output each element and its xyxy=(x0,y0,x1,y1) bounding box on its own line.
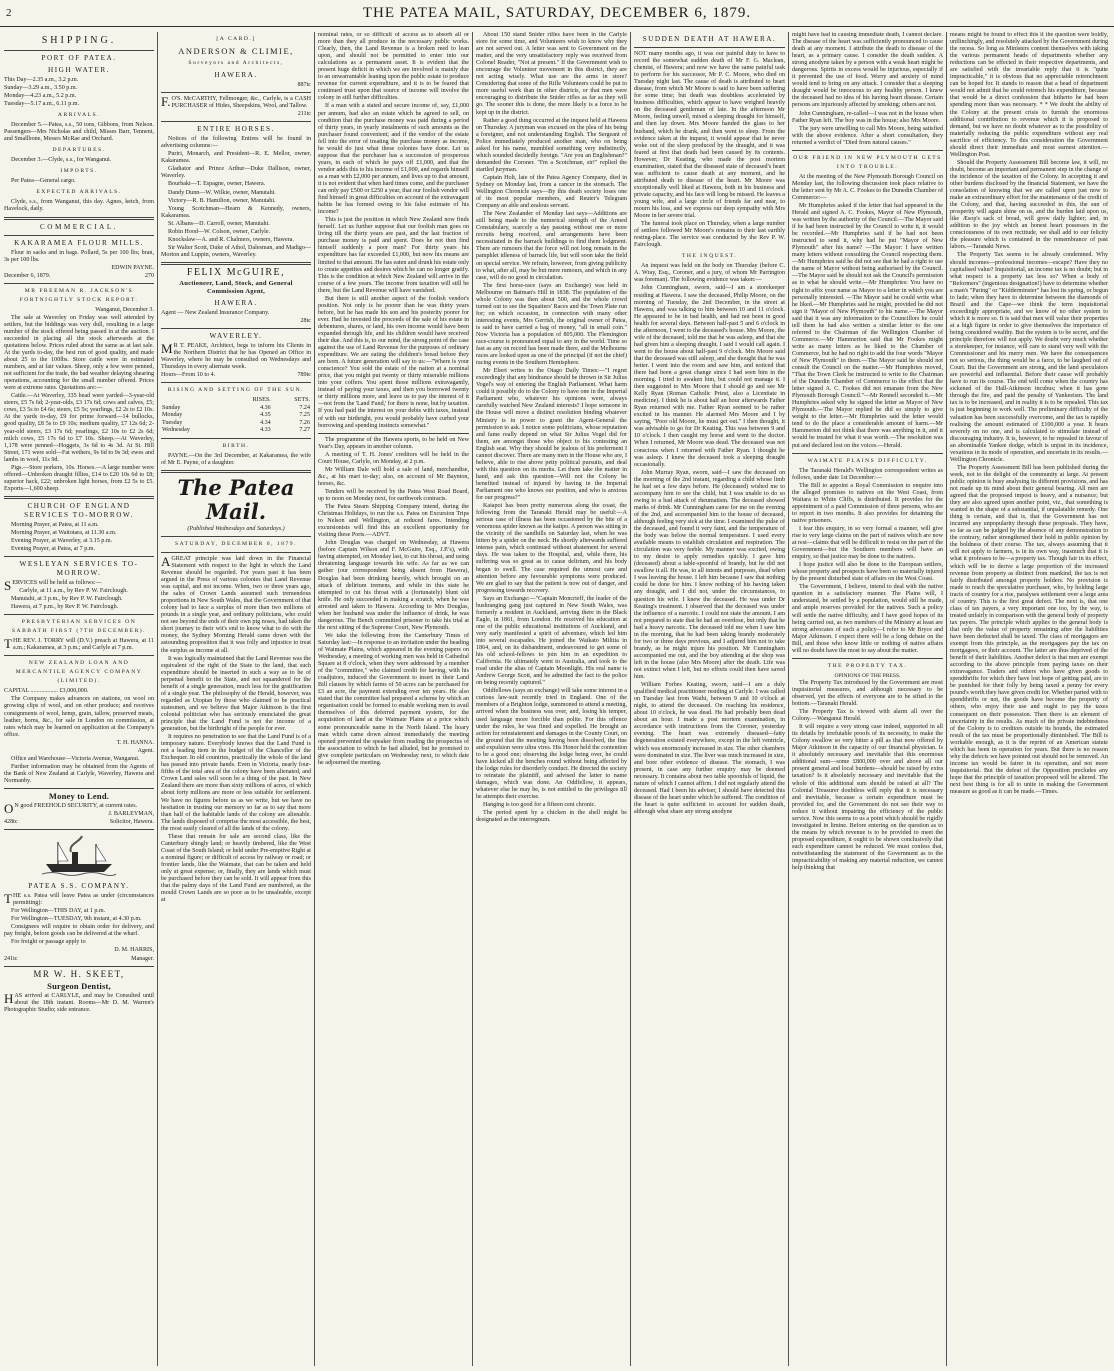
horse-entry: Puriri, Monarch, and President—R. E. Mellor, owner, Kakaramea. xyxy=(161,151,311,165)
column-7 xyxy=(950,32,1108,1366)
anderson-name: ANDERSON & CLIMIE, xyxy=(178,46,294,56)
masthead xyxy=(0,0,1114,27)
waimate-heading: WAIMATE PLAINS DIFFICULTY. xyxy=(807,457,928,464)
money-code: 428tc xyxy=(4,819,18,826)
steamship-icon xyxy=(42,834,116,878)
flour-heading: KAKARAMEA FLOUR MILLS. xyxy=(14,238,144,247)
stock-text: Pigs.—Store porkers, 10s. Horses.—A large number were offered—Unbroken draught fillies, £14 to £20 10s 6d to £8; superior hack, £22; unbroken light horses, from £2 5s to £5. Exports—1,600 sheep. xyxy=(4,464,154,492)
mccarthy-code: 211tc xyxy=(297,111,311,118)
news-item: Mr Ebert writes to the Otago Daily Times:—"I regret exceedingly that any hindrance should be thrown in Sir Julius Vogel's way of entering the English Parliament. What harm could it possibly do to the Colony to have one in the Imperial Parliament who, whatever his opinions were, always carefully watched New Zealand interests? I hope someone in the House will move a distinct resolution binding whatever Ministry is in power to grant the Agent-General the permission to ask. I notice some politicians, whose reputation and fame really depend on what Sir Julius Vogel did for them, are amongst those who object to his contesting an English seat. Why they should be jealous of his preferment I cannot discover. There are many men in the House who are, I believe, able to rise above petty political pursuits, and deal with this question on its merits. Let them take the matter in hand, and ask this question—Will not the Colony be benefited instead of injured by having in the Imperial Parliament one who knows our position, and who is anxious for our progress?" xyxy=(476,368,627,502)
nzloan-capital: CAPITAL .................. £3,000,000. xyxy=(4,688,89,695)
news-item: We take the following from the Canterbury Times of Saturday last:—In response to an invitation under the heading of Waimate Plains, which appeared in the evening papers on Wednesday, a meeting of working men was held in Cathedral Square at 8 o'clock, when they were addressed by a member of the "committee," who claimed credit for having, with his coadjutors, induced the Government to insert in their Land Bill clauses by which farms of 50 acres can be purchased for £3 an acre, the payment extending over ten years. He also stated that the committee had prepared a scheme by which an organisation could be formed to enable working men to avail themselves of this deferred payment system, for the acquisition of land at the Waimate Plains at a price which some pronounceable name in the North Island. The hoary man which came down almost immediately the meeting opened prevented the speaker from reading the prospectus of the association to which he had alluded, but he promised to give complete particulars on Wednesday next, to which date he adjourned the meeting. xyxy=(318,632,469,766)
mcguire-name: FELIX McGUIRE, xyxy=(186,266,286,278)
expected-text: Clyde, s.s., from Wanganui, this day. Agnes, ketch, from Havelock, daily. xyxy=(4,199,154,213)
ss-signer: D. M. HARRIS, xyxy=(114,947,154,954)
article-paragraph: John Cunningham, re-called—I was not in the house when Father Ryan left. The boy was in the house; also Mrs Moore. xyxy=(792,110,943,124)
dentist-name: MR W. H. SKEET, xyxy=(33,968,125,979)
paper-title: The Patea Mail. xyxy=(177,474,295,524)
ss-role: Manager. xyxy=(131,955,154,962)
ss-line: For Wellington—THIS DAY, at 1 p.m. xyxy=(11,908,106,915)
church-heading: CHURCH OF ENGLAND SERVICES TO-MORROW. xyxy=(24,501,134,519)
horses-intro: Notices of the following Entires will be found in advertising columns:— xyxy=(161,136,311,150)
article-paragraph: John Murray Ryan, sworn, said—I saw the deceased on the morning of the 2nd instant, regarding a child whose limb he had set a few days before. He (deceased) wished me to accompany him to see the child, but I was unable to do so owing to a bad attack of rheumatism. The deceased showed marks of drink. Mr Cunningham came for me on the evening of the 2nd, and accompanied him to the house of deceased, although feeling very sick at the time. I examined the pulse of the deceased, and found it very faint, and the temperature of the body was below the normal temperature. I used every available means to establish circulation and respiration. The circulation was very feeble. My manner was excited, owing to my desire to apply remedies quickly. I gave him (deceased) about a table-spoonful of brandy, but he did not swallow it all. He was, to all intents and purposes, dead when I was leaving the house. I left him because I saw that nothing could be done for him. I know nothing of his having taken any draught, and I did not, under the circumstances, to question his wife. I knew the deceased. He was under Dr Keating's treatment. I observed that the deceased was under the influence of a narcotic. I could not state the amount. I am not prepared to state that he had an overdose, but only that he had a heavy narcotic. The deceased told me when I saw him in the morning, that he had been taking brandy moderately for two or three days previous, and I adjured him not to take brandy, as he might injure his position. Mr Cunningham accompanied me out, and the boy attending at the shop was left in the house (also Mrs Moore) after the death. Life was not extinct when I left, but no efforts could then have saved him. xyxy=(634,469,785,681)
church-line: Morning Prayer, at Patea, at 11 a.m. xyxy=(11,521,99,528)
high-water-line: Sunday—3.29 a.m., 3.50 p.m. xyxy=(4,85,78,92)
anderson-place: HAWERA. xyxy=(214,71,258,79)
horse-entry: Victory—R. B. Hamilton, owner, Manutahi. xyxy=(168,197,276,204)
column-5 xyxy=(634,32,785,1366)
sun-col-header: RISES. xyxy=(252,397,271,404)
editorial-paragraph: If a man with a stated and secure income of, say, £1,000 per annum, had also an estate which he agreed to sell, on condition that the purchase money was paid during a period of thirty years, in yearly instalments of such amounts as the purchaser found convenient; and if the vendor of the estate fell into the error of treating the purchase money as income, he would do just what these colonies have done. Let us suppose that the purchaser has a succession of prosperous years, in each of which he pays off £1,000, and that the vendor adds this to his income of £1,000, and regards himself as a man with £2,000 per annum, and lives up to that amount, it is not evident that when hard times come, and the purchaser can only pay £500 or £250 a year, that our foolish vendor will find himself in great difficulties on account of the extravagant habits he has formed owing to his false estimate of his income? xyxy=(318,103,469,216)
column-rule xyxy=(314,32,315,1366)
departures-heading: DEPARTURES. xyxy=(52,147,106,154)
church-line: Morning Prayer, at Waitotara, at 11.30 a.m. xyxy=(11,529,117,536)
waverley-code: 789tc xyxy=(297,372,311,379)
money-heading: Money to Lend. xyxy=(48,791,110,801)
newspaper-title: THE PATEA MAIL, SATURDAY, DECEMBER 6, 1879. xyxy=(362,4,752,21)
page-number: 2 xyxy=(6,7,13,19)
inquest-heading: THE INQUEST. xyxy=(681,253,738,260)
horse-entry: Sir Walter Scott, Duke of Athol, Dalesman, and Madigo—Morton and Luppin, owners, Waverley. xyxy=(161,244,311,258)
nzloan-info: Further information may be obtained from the Agents of the Bank of New Zealand at Carlyle, Waverley, Hawera and Normanby. xyxy=(4,763,154,784)
paper-subtitle: (Published Wednesdays and Saturdays.) xyxy=(187,525,285,532)
horse-entry: St. Albans—D. Carroll, owner, Manutahi. xyxy=(168,220,270,227)
flour-signer: EDWIN PAYNE. xyxy=(111,264,154,271)
news-item: The New Zealander of Monday last says—Additions are still being made to the numerical strength of the Armed Constabulary, scarcely a day passing without one or more recruits being received, and arrangements have been necessitated in the barrack buildings to find them lodgment. There are rumours that the force will not long remain in the pamphlet idleness of barrack life, but will soon take the field on special service. We refrain, however, from giving publicity to what, after all, may be but mere rumours, and which in any case, will do no good in circulation. xyxy=(476,211,627,281)
flour-text: Flour in sacks and in bags. Pollard, 5s per 100 lbs; bran, 3s per 100 lbs. xyxy=(4,249,154,263)
horse-entry: Bourbaki—T. Espagne, owner, Hawera. xyxy=(168,181,266,188)
article-paragraph: William Forbes Keating, sworn, said—I am a duly qualified medical practitioner residing at Carlyle. I was called on Tuesday last from Waihi, between 9 and 10 o'clock at night, to attend the deceased. On reaching his residence, about 10 o'clock, he was dead. He had probably been dead about an hour. I made a post mortem examination, in accordance with instructions from the Coroner, yesterday evening. The heart was extremely diseased—fatty degeneration existed everywhere, except in the left ventricle, which was enormously increased in size. The other chambers were dominated in size. The liver was much increased in size, and bore other evidence of disease. The stomach, I was present, in case any further enquiry may be deemed necessary. It contains about two table spoonfuls of liquid, the nature of which I cannot affirm. I did not regularly attend the deceased. Had I been his adviser, I should have detected this disease of the heart under which he suffered. The condition of the heart is quite sufficient to account for sudden death, although what share any strong anodyne xyxy=(634,682,785,815)
news-item: Tenders will be received by the Patea West Road Board, up to noon on Monday next, for earthwork contracts. xyxy=(318,488,469,502)
ss-text: THE s.s. Patea will leave Patea as under (circumstances permitting): xyxy=(4,891,154,907)
high-water-heading: HIGH WATER. xyxy=(48,66,110,74)
birth-heading: BIRTH. xyxy=(222,442,250,449)
wesleyan-line: Carlyle, at 11 a.m., by Rev P. W. Fairclough. xyxy=(19,588,128,595)
tax-heading: THE PROPERTY TAX. xyxy=(827,662,908,669)
article-paragraph: John Cunningham, sworn, said—I am a storekeeper residing at Hawera. I saw the deceased, Philip Moore, on the morning of Tuesday, the 2nd December, in the street at Hawera, and was talking to him between 10 and 11 o'clock. He appeared to be in bad health, and had not been in good health for several days. Between half-past 5 and 6 o'clock in the afternoon, I went to the deceased's house. Mrs Moore, the wife of the deceased, told me that he was asleep, and that she had given him a sleeping draught. I said I would call again. I went to the house about half-past 9 o'clock. Mrs Moore said that the deceased was still asleep, and she thought that he was better. I went into the room and saw him, and noticed that there had been a great change since I had seen him in the morning. I tried to awaken him, but could not manage it. I then suggested to Mrs Moore that I should go and see Mr Kelly Ryan (Roman Catholic Priest, also a Licentiate in medicine). I think he is about half an hour afterwards Father Ryan returned with me. Father Ryan seemed to be rather excited in his manner. He alarmed Mrs Moore and I by saying, "Poor old Moore, he must get out." I then thought, it was advisable to go for Dr Keating. This was between 9 and 10 o'clock. I then caught my horse and went to the doctor. When I returned, Mr Moore was dead. The deceased was not conscious when I returned with Father Ryan. I thought he was asleep. I knew the deceased took a sleeping draught occasionally. xyxy=(634,285,785,468)
tax-subheading: OPINIONS OF THE PRESS. xyxy=(834,672,901,679)
money-signer: J. BARLEYMAN, xyxy=(108,811,154,818)
mcguire-code: 28tc xyxy=(300,317,311,324)
ss-consignees: Consignees will require to obtain order for delivery, and pay freight, before goods can be delivered at the wharf. xyxy=(4,924,154,938)
port-heading: PORT OF PATEA. xyxy=(41,54,117,62)
mcguire-role: Auctioneer, Land, Stock, and General Commission Agent, xyxy=(179,279,293,295)
nzloan-text: The Company makes advances on stations, on wool on growing clips of wool, and on other produce; and receives consignments of wool, hemp, grain, tallow, preserved meats, leather, horns, &c., for sale in London on commission, at rates which may be learned on application at the Company's office. xyxy=(4,696,154,738)
waverley-text: MR T. PEAKE, Architect, begs to inform his Clients in the Northern District that he has Opened an Office in Waverley, where he may be consulted on Wednesdays and Thursdays in every alternate week. xyxy=(161,341,311,371)
article-paragraph: NOT many months ago, it was our painful duty to have to record the somewhat sudden death of Mr F. G. Maclean, chemist, of Hawera; and now we have the same painful task to perform for his successor, Mr P. C. Moore, who died on Tuesday night last. The cause of death is attributed to heart disease, from which Mr Moore is said to have been suffering for some time; but death was doubtless accelerated by business difficulties, which appear to have weighed heavily on the deceased gentleman of late. In the afternoon Mr Moore, feeling unwell, mixed a sleeping draught for himself, and then lay down. Mrs Moore handed the glass to her husband, which he drank, and then went to sleep. From the evidence taken at the inquest, it would appear that he never woke out of the sleep produced by the draught, and it was feared at first that death had been caused by its contents. However, Dr Keating, who made the post mortem examination, stated that the diseased state of deceased's heart was sufficient to cause death at any moment, and he attributed death to disease of the heart. Mr Moore was exceptionally well liked at Hawera, both in his business and private capacity, and his face will long be missed. He leaves a young wife, and a large circle of friends far and near, to mourn his loss, and we express our deep sympathy with Mrs Moore in her severe trial. xyxy=(634,51,785,220)
ss-freight: For freight or passage apply to xyxy=(11,939,86,946)
article-paragraph: The Property Tax is viewed with alarm all over the Colony.—Wanganui Herald. xyxy=(792,709,943,723)
sun-table-row: Sunday 4.36 7.24 xyxy=(162,404,310,411)
news-item: Says an Exchange:—"Captain Moncrieff, the leader of the bushranging gang just captured in New South Wales, was formerly a resident in Auckland, arriving there in the Black Eagle, in 1861, from London. He received his education at one of the public educational institutions of Auckland, and very early manifested a spirit of adventure, which led him into several escapades. He joined the Waikato Militia in 1864, and, on its disbandment, endeavoured to get some of his old school-fellows to join him in an expedition to California. He ultimately went to Australia, and took to the road under the alias of Captain Moonlight. His real name is Andrew George Scott, and he admitted the fact to the police on being recently captured." xyxy=(476,595,627,687)
article-paragraph: At the meeting of the New Plymouth Borough Council on Monday last, the following discussion took place relative to the letter sent by Mr A. C. Fookes to the Dunedin Chamber of Commerce:— xyxy=(792,173,943,201)
paper-date: SATURDAY, DECEMBER 6, 1879. xyxy=(175,540,297,547)
nzloan-office: Office and Warehouse—Victoria Avenue, Wanganui. xyxy=(11,755,140,762)
editorial-paragraph: nominal rates, or so difficult of access as to absorb all or more than they all produce in the necessary public works. Clearly, then, the Land Revenue is a broken reed to lean upon, and should not be permitted to enter into our calculations as a permanent asset. It is evident that the present huge deficit in which we are involved is mainly due to an unwarrantable leaning upon the public estate to produce revenue for current expenditure, and it is to be feared that continued trust upon that source of income will involve the colony in still further difficulties. xyxy=(318,32,469,102)
birth-text: PAYNE.—On the 3rd December, at Kakaramea, the wife of Mr E. Payne, of a daughter. xyxy=(161,452,311,466)
news-item: Oddfellows (says an exchange) will take some interest in a curious law-suit recently tried in England. One of the members of a Brighton lodge, summoned to attend a meeting, arrived when the business was over, and, losing his temper, used language more forcible than polite. For this offence under the rules, he was fined and expelled. He brought an action for reinstatement and damages in the County Court, on the ground that the meeting having been dissolved, the fine and expulsion were ultra vires. His Honor held the contention to be a good one; observing the lodge being over, he could have kicked all the benches round without being affected by the lodge rules for disorderly conduct. He directed the society to reinstate the plaintiff, and advised the latter to name damages, which was done. An Oddfellow, it appears, whatever else he may be, is not entitled to the privileges till he attempts their exercise. xyxy=(476,688,627,801)
article-paragraph: The Bill to appoint a Royal Commission to enquire into the alleged promises to natives on the West Coast, from Waitara to White Cliffs, is distributed. It provides for the appointment of a paid Commission of three persons, who are to report in two months. It also provides for detaining the native prisoners. xyxy=(792,482,943,524)
mccarthy-text: F.O'S. McCARTHY, Fellmonger, &c., Carlyle, is a CASH PURCHASER of Hides, Sheepskins, Wool, and Tallow. xyxy=(161,94,311,110)
imports-text: Per Patea—General cargo. xyxy=(11,178,76,185)
mcguire-place: HAWERA. xyxy=(214,298,258,307)
column-3 xyxy=(318,32,469,1366)
high-water-line: Monday—4.23 a.m., 5.2 p.m. xyxy=(4,93,77,100)
sun-table xyxy=(161,397,311,435)
nzloan-role: Agent. xyxy=(137,747,154,754)
article-paragraph: Mr Humphries asked if the letter that had appeared in the Herald and signed A. C. Fookes, Mayor of New Plymouth, was written by the authority of the Council.—The Mayor said if he had been instructed by the Council to write it, it would be recorded.—Mr Humphries said if he had not been instructed to send it, why had he put "Mayor of New Plymouth" after his name? —The Mayor: I have written many letters without consulting the Council respecting them.—Mr Humphries said he did not see that he had a right to use the name of Mayor without being authorised by the Council.—The Mayor said he should not ask the Council's permission as to what he should write.—Mr Humphries: You have no right to affix your name as Mayor to a letter in which you are personally interested. —The Mayor said he could write what he liked.—Mr Humphries said he might, provided he did not sign it "Mayor of New Plymouth" to his name.—The Mayor said that it was any information to the Councillors he could tell them he had also written a similar letter to the one referred to the Chairman of the Wellington Chamber of Commerce.—Mr Hammerton said that Mr Fookes might write as many letters as he liked to the Chamber of Commerce, but he had no right to add the four words "Mayor of New Plymouth" to them.—The Mayor said he should not consult the Council on the matter.—Mr Humphries moved, "That the Town Clerk be instructed to write to the Chairman of the Dunedin Chamber of Commerce to the effect that the letter signed A. C. Fookes did not emanate from the New Plymouth Borough Council."—Mr Rennell seconded it.—Mr Humphries asked why he signed the letter as Mayor of New Plymouth.—The Mayor replied he did so simply to give weight to the letter.—Mr Humphries said the letter would tend to do the place a considerable amount of harm.—Mr Hammerton did not think that there was anything in it, and it would be treated for what it was worth.—The resolution was put and declared lost on the voices.—Herald. xyxy=(792,202,943,449)
sun-heading: RISING AND SETTING OF THE SUN. xyxy=(167,387,305,394)
sun-table-row: Tuesday 4.34 7.26 xyxy=(162,419,310,426)
news-item: Mr William Dale will hold a sale of land, merchandise, &c., at his mart to-day; also, on account of Mr Baynton, horses, &c. xyxy=(318,466,469,487)
waverley-heading: WAVERLEY. xyxy=(209,332,263,341)
money-text: ON good FREEHOLD SECURITY, at current rates. xyxy=(4,801,138,816)
stock-text: Cattle.—At Waverley, 335 head were yarded—3-year-old steers, £5 7s 6d; 2-year-olds, £3 17s 6d; cows and calves, £5; cows, £3 5s to £4 6s; steers, £5 5s; yearlings, £2 2s to £2 10s. At the yards to-day, £9 for prime forward—14 bullocks, good quality, £8 5s to £9 10s; medium quality, £7 12s 6d; 2-year-old steers, £3 17s 6d; yearlings, £2 10s to £2 2s 6d; milch cows, £5 17s 6d to £7 10s. Sheep.—At Waverley, 1,178 were penned—Hoggets, 3s 6d to 4s 3d. At St. Hill Street, 171 were sold—Fat wethers, 9s 6d to 9s 3d; ewes and lambs in wool, 11s 9d. xyxy=(4,393,154,463)
imports-heading: IMPORTS. xyxy=(60,168,98,175)
news-item: A meeting of T. H. Jones' creditors will be held in the Court House, Carlyle, on Monday, at 2 p.m. xyxy=(318,451,469,465)
article-paragraph: The Government, I believe, intend to deal with the native question in a satisfactory manner. The Plains will, I understand, be settled by a population, would still be made, and ample reserves provided for the natives. Such a policy will settle the native difficulty, and I have good hopes of its being carried out, as two members of the Ministry at least are strong advocates of such a policy—I refer to Mr Bryce and Major Atkinson. I expect there will be a long debate on the Bill, and those who know little or nothing of native affairs will no doubt have the most to say about the matter. xyxy=(792,584,943,654)
sun-table-header xyxy=(161,397,311,405)
column-2 xyxy=(161,32,311,1366)
dentist-text: HAS arrived at CARLYLE, and may be Consulted until about the 18th instant. Rooms—Mr D. M. Warren's Photographic Studio; side entrance. xyxy=(4,990,154,1013)
article-paragraph: The jury were unwilling to call Mrs Moore, being satisfied with the above evidence. After a short consultation, they returned a verdict of "Died from natural causes." xyxy=(792,125,943,146)
anderson-code: 887tc xyxy=(297,82,311,88)
church-line: Evening Prayer, at Waverley, at 3.15 p.m. xyxy=(11,538,113,545)
wesleyan-line: Hawera, at 7 p.m., by Rev P. W. Fairclough. xyxy=(11,604,119,611)
article-paragraph: The Property Tax seems to be already condemned. Why should incomes—professional incomes—escape? Have they no capitalised value? Inquisitorial, an income tax is no doubt; but in what respect is a property tax less so? When a body of "Reformers" (ingenious designation!) have to determine whether a man's "Paring" or "Kidderminster" has lost its spring, or begun to fade; when they have to determine between the diamonds of Brazil and the Cape—we think the term inquisitorial exceedingly appropriate, and we know of no other system to which it is more so. It is said that men will value their properties at a high figure in order to give themselves the importance of being considered wealthy. But the system is to be secret, and the principle therefore will not apply. We doubt very much whether a storekeeper, for instance, will care to stand very well with the Commissioner and his merry men. We have the consequences not so serious, the thing would be a farce, to be laughed out of Court. But the Government are strong, and the land speculators are powerful and influential. Before their cause will probably have to run its course. The end will come when the country has sickened of the Hall-Atkinson incubus; when it has gone through the fire, and paid the penalty of Yankeeism. The land tax is to be increased, and in reality it is to be repealed. This tax is just beginning to work well. The preliminary difficulty of the valuation has been successfully overcome, and the tax is rapidly realising the amount estimated of £100,000 a year. It bears severely on no one, and is calculated to stimulate instead of discouraging industry. It is, however, to be repealed in favour of an abominable Yankee dodge, which is unjust in its incidence, vexatious in its mode of operation, and uncertain in its results.—Wellington Chronicle. xyxy=(950,252,1108,463)
news-item: The first horse-race (says an Exchange) was held in Melbourne on Batman's Hill in 1838. The population of the whole Colony was then about 500, and the whole crowd turned out to see the Squatters' Races and the Town Plate run for; on which occasion, in connection with many other interesting events, Mrs Gerrish, the original owner of Patea, is said to have carried a bag of money, "all in small coin." Now Victoria has a population of 805,000. The Flemington race-course is pronounced equal to any in the world. Time so fast as any on record has been made there, and the Melbourne races are looked upon as one of the principal (if not the chief) racing events in the Southern Hemisphere. xyxy=(476,282,627,367)
editorial-paragraph: It was logically maintained that the Land Revenue was the equivalent of the right of the State to the land, that such expenditure should be inserted in such a way as to be of perpetual benefit to the State, and not squandered for the benefit of a single generation, much less for the gratification of a single year. The philosophy of the Herald, however, was regarded as Utopian by those who claimed to be practical statesmen, and we believe that Major Atkinson is the first colonial politician who has seriously enunciated the great principle that the Land Fund is not the income of a generation, but the birthright of the people for ever. xyxy=(161,655,311,733)
news-item: The period spent by a chicken in the shell might be designated as the interregnum. xyxy=(476,810,627,824)
news-item: About 150 stand Snider rifles have been in the Carlyle store for some time, and Volunteers wish to know why they are not served out. A letter was sent to Government on the matter, and the very unsatisfactory reply was received from Colonel Reader, "Not at present." If the Government wish to encourage the Volunteer movement in this district, they are not acting wisely. What use are the arms in store? Considering that some of the Rifle Volunteers could be put to more useful work than in other districts, or that men were encouraging to distribute the Snider rifles as far as they will go. The sooner this is done, the more likely is a force to be kept up in the district. xyxy=(476,32,627,116)
mcguire-agent: Agent — New Zealand Insurance Company. xyxy=(161,309,270,316)
wesleyan-line: Manutahi, at 3 p.m., by Rev P. W. Fairclough. xyxy=(11,596,123,603)
presbyterian-heading: PRESBYTERIAN SERVICES ON SABBATH FIRST (7TH DECEMBER). xyxy=(11,619,147,635)
waverley-hours: Hours—From 10 to 4. xyxy=(161,372,216,379)
horses-heading: ENTIRE HORSES. xyxy=(197,125,275,134)
stock-place-date: Wanganui, December 3. xyxy=(95,306,154,313)
horse-entry: Robin Hood—W. Colson, owner, Carlyle. xyxy=(168,228,271,235)
money-role: Solicitor, Hawera. xyxy=(109,819,154,826)
article-paragraph: I hope justice will also be done to the European settlers, whose property and prospects have been so materially injured by the present disturbed state of affairs on the West Coast. xyxy=(792,562,943,583)
column-rule xyxy=(157,32,158,1366)
news-item: The programme of the Hawera sports, to be held on New Year's Day, appears in another column. xyxy=(318,436,469,450)
shipping-heading: SHIPPING. xyxy=(41,35,117,46)
editorial-paragraph: This is just the position in which New Zealand now finds herself. Let us further suppose that our foolish man goes on living till the thirty years are past, and the last fraction of purchase money is paid and spent. Does he not then find himself suddenly a poor man? For thirty years his expenditure has far exceeded £1,000, but now his means are limited to that amount. He has eaten and drunk his estate only to create appetites and desires which he can no longer gratify. This is the condition at which New Zealand will arrive in the course of a few years. The income from taxation will still be there, but the Land Revenue will have vanished. xyxy=(318,217,469,294)
flour-date: December 6, 1879. 270 xyxy=(4,272,154,279)
sun-table-row: Monday 4.35 7.25 xyxy=(162,412,310,419)
horse-entry: Dandy Dunn—W. Wilkie, owner, Manutahi. xyxy=(168,189,276,196)
stock-text: The sale at Waverley on Friday was well attended by settlers, but the biddings was very dull, resulting in a large number of the stock offered being passed in at the auction. I succeeded in placing all the stock afterwards at the quotations below. Prices ruled about the same as at last sale. At the yards to-day, the best run of good quality, and made about 25 to the 100lbs. Store cattle were in estimated numbers, and at fair values. Sheep, only a few were penned, not sufficient for the trade, the bad weather delaying shearing operations, accounting for the small number offered. Prices were at extreme rates. Quotations are:— xyxy=(4,314,154,392)
high-water-line: This Day—2.35 a.m., 3.2 p.m. xyxy=(4,77,79,83)
horse-entry: Knockslaw—A. and R. Chalmers, owners, Hawera. xyxy=(168,236,294,243)
ss-code: 241tc xyxy=(4,955,18,962)
expected-heading: EXPECTED ARRIVALS. xyxy=(36,189,122,196)
article-paragraph: might have had in causing immediate death, I cannot declare. The disease of the heart was sufficiently pronounced to cause death at any moment. I attribute the death to disease of the heart, as a primary cause. I consider the death sudden. A strong anodyne taken by a person with a weak heart might be dangerous. Spirits in excess would be injurious, especially if it prevented the use of food. Worry and anxiety of mind would tend to bring on any attack. I consider that a sleeping draught would be innocuous to any healthy person. I knew the deceased had no idea of his having heart disease. Certain persons are injuriously affected by smoking; others are not. xyxy=(792,32,943,109)
news-item: The Patea Steam Shipping Company intend, during the Christmas Holidays, to run the s.s. Patea on Excursion Trips to Nelson and Wellington, at reduced fares. Intending excursionists will find this an excellent opportunity for visiting these Ports.—ADVT. xyxy=(318,504,469,539)
column-4 xyxy=(476,32,627,1366)
commercial-heading: COMMERCIAL. xyxy=(39,222,119,231)
high-water-line: Tuesday—5.17 a.m., 6.11 p.m. xyxy=(4,101,80,108)
news-item: Captain Holt, late of the Patea Agency Company, died in Sydney on Monday last, from a cancer in the stomach. The Wellington Chronicle says—By this death society loses one of its most popular members, and Reuter's Telegram Company an able and zealous servant. xyxy=(476,174,627,210)
article-paragraph: means might be found to effect this if the question were boldly, unflinchingly, and resolutely attacked by the Government during the recess. So long as Ministers content themselves with taking the various permanent heads of departments whether any reductions can be effected in their respective departments, and are satisfied with the invariable reply that it is "quite impracticable," it is obvious that no appreciable retrenchment can be hoped for. It stands to reason that a head of department would not admit that he could retrench his expenditure, because that would be a direct confession that hitherto he had been spending more than was necessary. * * We doubt the ability of the Colony at the present crisis to furnish the enormous additional contribution to revenue which it is proposed to demand, but we have no doubt whatever as to the possibility of materially reducing the public expenditure without any real sacrifice of efficiency. To this consideration the Government should direct their immediate and most earnest attention.—Wellington Post. xyxy=(950,32,1108,158)
article-paragraph: Should the Property Assessment Bill become law, it will, no doubt, become an important and permanent step in the change of the incidence of the taxation of the Colony. In accepting it and other burdens disclosed by the financial Statement, we have the consolation of knowing that we are called upon just now to make an extraordinary effort for the maintenance of the credit of the Colony, and that, having succeeded in this, the sun of prosperity will again shine on us, and the burden laid upon us, like Æsop's sack of bread, will grow daily lighter; and, in addition to the joy which an honest heart possesses in the consciousness of its own rectitude, we shall add to our felicity the pleasure which is contained in the remembrance of past labors.—Taranaki News. xyxy=(950,159,1108,251)
column-rule xyxy=(788,32,789,1366)
wesleyan-heading: WESLEYAN SERVICES TO-MORROW. xyxy=(19,560,139,578)
horse-entry: Gladiator and Prince Arthur—Duke Dallison, owner, Waverley. xyxy=(161,166,311,180)
stock-heading: MR FREEMAN R. JACKSON'S FORTNIGHTLY STOCK REPORT. xyxy=(19,287,139,303)
plymouth-heading: OUR FRIEND IN NEW PLYMOUTH GETS INTO TROUBLE. xyxy=(793,154,942,170)
article-paragraph: The Property Assessment Bill has been published during the week, not to the delight of the community at large. At present public opinion is busy analysing its different provisions, and has not made up its mind about their general bearing. All men are agreed that the proposed impost is heavy, and a nuisance; but they are also agreed upon another point, viz., that something is wanted in the shape of a substantial, if unpalatable remedy. One thing is certain, and that is, that the Government has not incurred any unpopularity through these proposals. They have, so far as can be judged by the absence of any demonstration to the contrary, rather strengthened their hold in public opinion by the boldness of their course. The tax, always assuming that it will not apply to farmers, is in its own way, inasmuch that it is what it professes to be—a property tax. Though fair in its effect, which will be to derive a large proportion of the increased revenue from property as distinct from mankind, the tax is not fairly distributed amongst property holders. No provision is made to reach the speculative purchaser, who, by holding large tracts of country for a rise, paralyses settlement over a large area of country. This is the first great defect. The next is, that one class of tax payers, a very important one too, by the way, is treated unfairly in comparison with the general body of property tax payers. The principle which applies to the general body is that only the value of property remaining after the liabilities have been deducted shall be taxed. The class of mortgagors are exempt from this principle, as the mortgagees pay the tax on mortgagees, or their account. The latter are thus deprived of the benefit of their liabilities. Another defect is that men are exempt according to the above principle from paying taxes on their extravagance. Traders and others who have given goods to spendthrifts for which they have lost hope of getting paid, are to be punished for their folly by being taxed a penny for every pound's worth they have given credit for. Whether parted with to spendthrifts or not, the goods have become the property of others, who enjoy their use and ought to pay the taxes consequent on their possession. Then there is an element of uncertainty in the results. As much of the private indebtedness of the Colony is to creditors outside its bounds, the estimated result of the tax must be proportionally diminished. The Bill is workable enough, as it is the reprint of an American statute which has been in operation for years. But there is no reason why the defects we have pointed out should not be removed. An income tax would be fairer in its operation, and not more inquisitorial. But the defeat of the Opposition precludes any hope that the principle of taxation proposed will be altered. The next best thing is for all to unite in making the Government measure as good as it can be made.—Times. xyxy=(950,464,1108,796)
editorial-paragraph: It requires no penetration to see that the Land Fund is of a temporary nature. Everybody knows that the Land Fund is not a leading item in the budget of the Chancellor of the Exchequer. In old countries, practically the whole of the land has passed into private hands. Even in Victoria, nearly four-fifths of the total area of the colony have been alienated, and Crown Land sales will soon be a thing of the past. In New Zealand there are more than sixty millions of acres, of which about forty millions are more or less suitable for settlement. We have no figures before us as we write, but we have no hesitation in trusting our memory so far as to say that more than half of the habitable lands of the colony are alienable. The lands disposed of comprise the most accessible, the best, the most easily cleared of all the lands of the colony. xyxy=(161,734,311,832)
column-6 xyxy=(792,32,943,1366)
news-item: John Douglas was charged on Wednesday, at Hawera (before Captain Wilson and F. McGuire, Esq., J.P.'s), with having attempted, on Monday last, to cut his throat, and using threatening language towards his wife. As far as we can gather (our correspondent being absent from Hawera), Douglas had been drinking heavily, which brought on an attack of delirium tremens, and while in this state he attempted to cut his throat with a (fortunately) blunt old knife. He only succeeded in making a scratch, when he was arrested and taken to Hawera. According to Mrs Douglas, when her husband was under the influence of drink, he was dangerous. The Bench committed prisoner to take his trial at the next sitting of the Supreme Court, New Plymouth. xyxy=(318,540,469,631)
nzloan-heading: NEW ZEALAND LOAN AND MERCANTILE AGENCY COMPANY (LIMITED). xyxy=(15,660,143,685)
column-1 xyxy=(4,32,154,1366)
arrivals-text: December 5.—Patea, s.s., 50 tons, Gibbons, from Nelson. Passengers—Mrs Nicholas and child, Misses Barr, Tennent, and Smallbone, Messrs McRae and Orchard. xyxy=(4,122,154,143)
ss-heading: PATEA S.S. COMPANY. xyxy=(28,882,130,891)
column-rule xyxy=(630,32,631,1366)
news-item: Hanging is too good for a fifteen cent chronic. xyxy=(483,802,596,809)
arrivals-heading: ARRIVALS. xyxy=(57,112,101,119)
anderson-role: Surveyors and Architects, xyxy=(188,60,284,66)
column-rule xyxy=(946,32,947,1366)
dentist-title: Surgeon Dentist, xyxy=(47,980,111,991)
article-paragraph: An inquest was held on the body on Thursday (before C. A. Wray, Esq., Coroner, and a jury, of whom Mr Parrington was foreman). The following evidence was taken:— xyxy=(634,263,785,284)
departures-text: December 3.—Clyde, s.s., for Wanganui. xyxy=(11,157,112,164)
horse-entry: Young Scotchman—Hearn & Kennedy, owners, Kakaramea. xyxy=(161,205,311,219)
article-paragraph: The funeral took place on Thursday, when a large number of settlers followed Mr Moore's remains to their last earthly resting-place. The service was conducted by the Rev P. W. Fairclough. xyxy=(634,221,785,249)
article-paragraph: It will require a very strong case indeed, supported in all its details by irrefutable proofs of its necessity, to make the Colony swallow so very bitter a pill as that now offered by Major Atkinson in the capacity of our financial physician. Is it absolutely necessary and inevitable that this enormous additional sum—some £800,000 over and above all our present general and local burdens—should be raised by extra taxation? Is it absolutely necessary and inevitable that the whole of this additional sum should be raised at all? The Colonial Treasurer doubtless will reply that it is necessary and inevitable, because a certain expenditure must be provided for, and the Government do not see their way to reduce it without impairing the efficiency of the public service. Now this seems to us a point which should be rigidly investigated in limine. Before entering on the question as to the means by which revenue is to be provided to meet the proposed expenditure, it ought to be shown conclusively that such expenditure cannot be reduced. We must confess that, notwithstanding the statement of the Government as to the impracticability of making any material reduction, we cannot help thinking that xyxy=(792,724,943,872)
wesleyan-intro: SERVICES will be held as follows:— xyxy=(4,578,102,594)
sun-table-row: Wednesday 4.33 7.27 xyxy=(162,427,310,434)
article-paragraph: The Taranaki Herald's Wellington correspondent writes as follows, under date 1st December:— xyxy=(792,467,943,481)
sun-col-header: SETS. xyxy=(294,397,310,404)
news-item: Rather a good thing occurred at the inquest held at Hawera on Thursday. A juryman was excused on the plea of his being a foreigner, and not understanding English. The Sergeant of Police immediately produced another man, who on being asked for his name, mumbled something very indistinctly, which sounded decidedly foreign. "Are you an Englishman?" demanded the Coroner. "I'm a Scotchman, sir!" replied the startled juryman. xyxy=(476,117,627,173)
article-paragraph: I fear this enquiry, in so very formal a manner, will give rise to very large claims on the part of natives which are now at rest—claims that will be difficult to resist on the part of the Government—but the Southern members will have an enquiry, so that justice may be done to the natives. xyxy=(792,525,943,561)
sudden-death-heading: SUDDEN DEATH AT HAWERA. xyxy=(642,35,777,43)
church-line: Evening Prayer, at Patea, at 7 p.m. xyxy=(11,546,96,553)
editorial-paragraph: AGREAT principle was laid down in the Financial Statement with respect to the light in which the Land Revenue should be regarded. For years past it has been argued in the Press of various colonies that Land Revenue was capital, and not income. When, two or three years ago, the sales of Crown Lands assumed such tremendous proportions in New South Wales, that the Government of that colony had to face a surplus of more than two millions of pounds in a single year, and ordinary politicians, who could not see beyond the ends of their own pig noses, had taken the short journey to their wit's end to know what to do with the money, the Sydney Morning Herald came down with the astounding proposition that it was folly and injustice to treat the surplus as income at all. xyxy=(161,553,311,654)
card-label: [A CARD.] xyxy=(216,36,256,42)
presbyterian-text: THE REV. J. TORRY will (D.V.) preach at Hawera, at 11 a.m.; Kakaramea, at 3 p.m.; and Carlyle at 7 p.m. xyxy=(4,636,154,652)
column-rule xyxy=(472,32,473,1366)
editorial-paragraph: These that remain for sale are second class, like the Canterbury shingly land; or heavily timbered, like the West Coast of the South Island; or held under Pre-emptive Right at a nominal figure; or difficult of access by railway or road; or frontier lands, like the Waimate, that can be taken and held only at great expense; or, finally, they are lands which must be purchased before they can be sold. It will appear from this that the palmy days of the Land Fund are numbered, as the mould Crown Lands are so poor as to be unsaleable, except at xyxy=(161,833,311,904)
nzloan-signer: T. H. HANNA. xyxy=(116,739,154,746)
ss-line: For Wellington—TUESDAY, 9th instant, at 4.30 p.m. xyxy=(11,916,142,923)
article-paragraph: The Property Tax introduced by the Government are most inquisitorial measures, and although necessary to be observed, yet the effects of everyone are to be sifted to the bottom.—Taranaki Herald. xyxy=(792,679,943,707)
news-item: Kaiapoi has been pretty numerous along the coast, the following from the Taranaki Herald may be useful:—A serious case of illness has been occasioned by the bite of a venomous spider known as the katipo. A person was sitting in the vicinity of the sandhills on Saturday last, when he was bitten by a spider on the neck. He shortly afterwards suffered intense pain, which continued without abatement for several days. He was taken to the Hospital, and, while there, his suffering was so great as to cause delirium, and his body began to swell. The case required the utmost care and attention before any favourable symptoms were produced. We are glad to say that the patient is now out of danger, and progressing towards recovery. xyxy=(476,503,627,594)
editorial-paragraph: But there is still another aspect of the foolish vendor's position. Not only is he poorer than he was thirty years before, but he has made his son and his posterity poorer for ever. Had he invested the proceeds of the sale of his estate in debentures, shares, or land, his own income would have been expanded through life, and his children would have received their due. And this is, to our mind, the strong point of the case against the use of Land Revenue for the purposes of ordinary expenditure. We are eating the children's bread before they are born. A future generation will say to us:—"Where is your conscience? You sold the estate of the nation at a nominal price, that you might put twenty or thirty miserable millions into your coffers. You spent those millions extravagantly, instead of paying your taxes, and then you borrowed twenty or thirty millions more, and leave us to pay the interest of it—not from the 'Land Fund,' for there is none, but by taxation. If you had paid the interest on your debts with taxes, instead of with our birthright, you would probably have curbed your borrowing and spending instincts somewhat." xyxy=(318,295,469,429)
